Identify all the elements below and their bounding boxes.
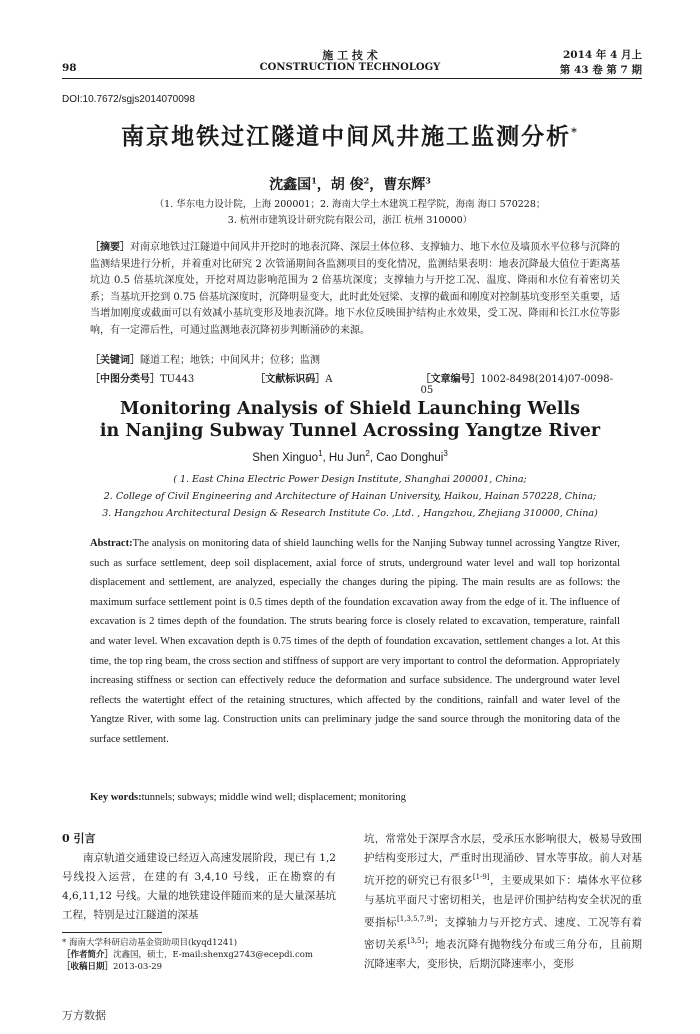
cn-affiliation-2: 3. 杭州市建筑设计研究院有限公司，浙江 杭州 310000）	[227, 215, 473, 226]
citation: [1,3,5,7,9]	[396, 914, 434, 923]
received-date	[62, 961, 336, 973]
journal-name-cn: 施 工 技 术	[322, 49, 378, 62]
doc-code	[255, 370, 420, 396]
en-author-sup: 1	[318, 449, 323, 458]
cn-keywords-label: ［关键词］	[90, 355, 140, 366]
body-paragraph	[364, 830, 642, 974]
article-no	[421, 370, 620, 396]
section-title: 0 引言	[62, 832, 96, 845]
en-author-sup: 3	[443, 449, 448, 458]
en-affiliation-2: 2. College of Civil Engineering and Architecture of Hainan University, Haikou, Hainan 570228, China;	[103, 491, 597, 502]
en-title-line-2: in Nanjing Subway Tunnel Acrossing Yangtze River	[99, 421, 601, 441]
cn-authors	[0, 174, 700, 194]
journal-name-en: CONSTRUCTION TECHNOLOGY	[259, 62, 441, 73]
author-note-label: ［作者简介］	[62, 950, 114, 960]
fund-note: * 海南大学科研启动基金资助项目(kyqd1241)	[62, 938, 238, 948]
en-abstract-text: The analysis on monitoring data of shield launching wells for the Nanjing Subway tunnel acrossing Yangtze River, such as surface settlement, deep soil displacement, axial force of struts, underground water level and wall top horizontal displacement and settlement, are analyzed, especially the changes during the piping. The main results are as follows: the maximum surface settlement point is 0.5 times depth of the foundation excavation away from the edge of it. The influence of excavation is 2 times depth of the foundation. The struts bearing force is closely related to excavation, temperature, rainfall and water level. When excavation depth is 0.75 times of the depth of foundation excavation, settlement changes a lot. At this time, the top ring beam, the cross section and stiffness of support are very important to control the deformation. Appropriately increasing stiffness or section can effectively reduce the deformation and surface subsidence. The underground water level reflects the watertight effect of the retaining structures, which affected by the conditions, rainfall and water level of the Yangtze River, with some lag. Construction units can preliminary judge the sand source through the monitoring data of the surface settlement.	[90, 538, 620, 745]
footnote-rule	[62, 932, 162, 933]
en-author-name: Cao Donghui	[376, 451, 444, 464]
clc	[90, 370, 255, 396]
en-abstract-label: Abstract:	[90, 538, 133, 549]
cn-abstract-label: ［摘要］	[90, 242, 130, 253]
header-rule	[62, 78, 642, 79]
cn-author-name: 沈鑫国	[269, 177, 312, 193]
citation: [3,5]	[407, 937, 425, 945]
en-affiliation-3: 3. Hangzhou Architectural Design & Research Institute Co. ,Ltd. , Hangzhou, Zhejiang 310000, China)	[102, 508, 598, 519]
title-footnote-mark: *	[571, 125, 579, 139]
received-date-text: 2013-03-29	[113, 962, 163, 972]
article-no-value: 1002-8498(2014)07-0098-05	[420, 374, 613, 396]
body-text: ；支撑轴力与开挖方式、速度、工况等有着密切关系	[364, 916, 643, 951]
cn-keywords	[90, 353, 620, 370]
cn-meta-row	[90, 370, 620, 396]
author-note-text: 沈鑫国，硕士，E-mail:shenxg2743@ecepdi.com	[113, 950, 313, 960]
en-affiliation-1: ( 1. East China Electric Power Design Institute, Shanghai 200001, China;	[173, 474, 527, 485]
author-note	[62, 949, 336, 961]
received-date-label: ［收稿日期］	[62, 962, 114, 972]
cn-abstract-text: 对南京地铁过江隧道中间风井开挖时的地表沉降、深层土体位移、支撑轴力、地下水位及墙顶水平位移与沉降的监测结果进行分析，并着重对比研究 2 次管涌期间各监测项目的变化情况，监测结果表明：地表沉降最大值位于距离基坑边 0.5 倍基坑深度处，开挖对周边影响范围为 2 倍基坑深度；支撑轴力与开挖工况、温度、降雨和水位有着密切关系；当基坑开挖到 0.75 倍基坑深度时，沉降明显变大，此时此处冠梁、支撑的截面和刚度对控制基坑变形至关重要，适当增加刚度或截面可以有效减小基坑变形及地表沉降。地下水位反映围护结构止水效果，受工况、降雨和长江水位等影响，有一定滞后性，可通过监测地表沉降初步判断涌砂的来源。	[90, 242, 620, 336]
en-keywords	[90, 792, 620, 803]
doi: DOI:10.7672/sgjs2014070098	[62, 94, 195, 105]
watermark: 万方数据	[62, 1009, 106, 1022]
en-title-line-1: Monitoring Analysis of Shield Launching Wells	[119, 399, 581, 419]
body-text: ，主要成果如下：墙体水平位移与基坑平面尺寸密切相关，也是评价围护结构安全状况的重要指标	[364, 874, 643, 928]
cn-title	[0, 118, 700, 151]
doc-code-value: A	[325, 374, 333, 385]
body-text: 坑，常常处于深厚含水层，受承压水影响很大，极易导致围护结构变形过大，严重时出现涌砂、冒水等事故。前人对基坑开挖的研究已有很多	[364, 833, 642, 887]
cn-author-sep: ，	[369, 177, 384, 193]
cn-author-sup: 2	[363, 175, 370, 186]
body-paragraph: 南京轨道交通建设已经迈入高速发展阶段，现已有 1,2 号线投入运营，在建的有 3,4,10 号线，正在勘察的有 4,6,11,12 号线。大量的地铁建设伴随而来的是大量深基坑工程，特别是过江隧道的深基	[62, 852, 336, 921]
article-no-label: ［文章编号］	[420, 374, 481, 385]
clc-label: ［中图分类号］	[90, 374, 160, 385]
en-keywords-label: Key words:	[90, 792, 142, 803]
en-author-sep: ,	[322, 451, 329, 464]
cn-keywords-text: 隧道工程；地铁；中间风井；位移；监测	[140, 355, 320, 366]
body-left-column	[62, 849, 336, 925]
cn-author-name: 曹东辉	[383, 177, 426, 193]
footnotes	[62, 937, 336, 973]
cn-author-name: 胡 俊	[330, 177, 364, 193]
cn-abstract	[90, 240, 620, 339]
cn-author-sep: ，	[316, 177, 331, 193]
volume-issue: 第 43 卷 第 7 期	[559, 64, 642, 76]
citation: [1-9]	[472, 873, 490, 881]
en-author-name: Shen Xinguo	[252, 451, 319, 464]
doc-code-label: ［文献标识码］	[255, 374, 326, 385]
en-author-sup: 2	[365, 449, 370, 458]
en-author-sep: ,	[369, 451, 377, 464]
body-text: ；地表沉降有抛物线分布或三角分布，且前期沉降速率大，变形快，后期沉降速率小，变形	[364, 938, 643, 970]
cn-title-text: 南京地铁过江隧道中间风井施工监测分析	[121, 123, 572, 150]
en-author-name: Hu Jun	[328, 451, 366, 464]
issue-date: 2014 年 4 月上	[563, 49, 642, 61]
page-number: 98	[62, 62, 77, 74]
cn-author-sup: 3	[425, 175, 431, 186]
clc-value: TU443	[160, 374, 195, 385]
en-authors	[0, 449, 700, 464]
en-abstract	[90, 534, 620, 750]
body-right-column	[364, 830, 642, 974]
en-keywords-text: tunnels; subways; middle wind well; displacement; monitoring	[141, 792, 406, 803]
cn-author-sup: 1	[311, 175, 317, 186]
cn-affiliation-1: （1. 华东电力设计院，上海 200001；2. 海南大学土木建筑工程学院，海南 海口 570228；	[154, 199, 546, 210]
